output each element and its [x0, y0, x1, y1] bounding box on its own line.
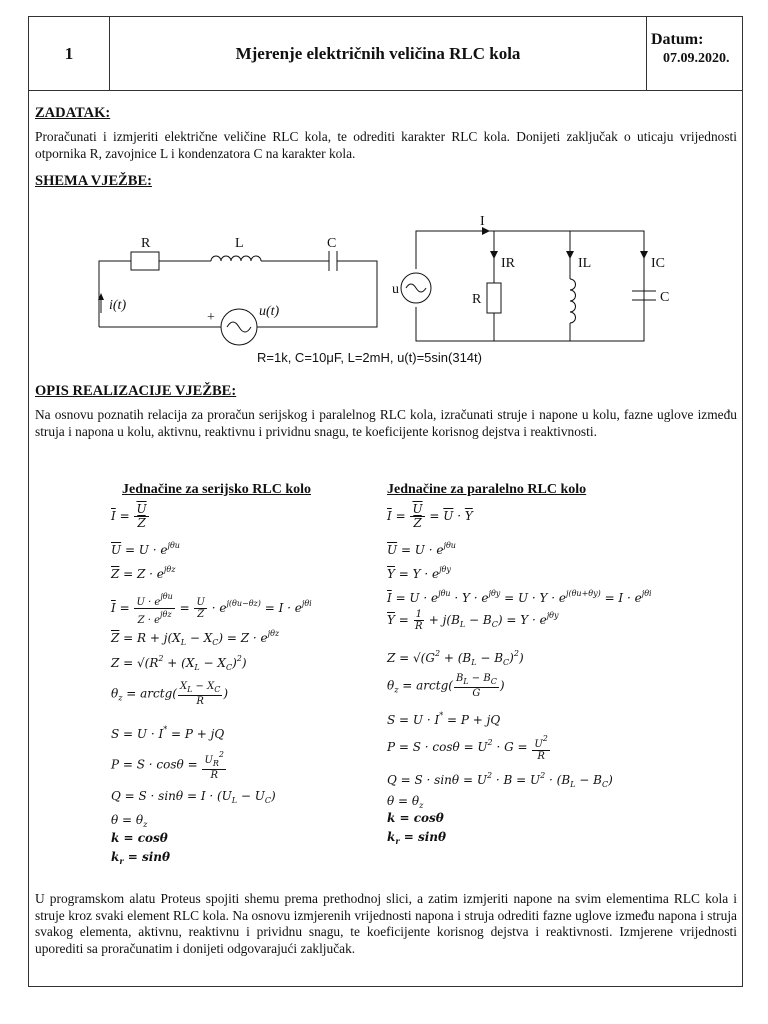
series-eq-5: $\overline{Z} = R + j(X_L - X_C) = Z \cdot e^{j\theta z}$ — [111, 629, 280, 647]
date-cell — [647, 17, 742, 90]
series-eq-6: $Z = √(R^2 + (X_L - X_C)^2)$ — [111, 654, 247, 672]
series-label-l: L — [235, 236, 244, 251]
series-eq-1: $\overline{I}$ = $\frac{\overline{U}}{Z}$ — [111, 502, 147, 530]
document-title: Mjerenje električnih veličina RLC kola — [110, 17, 647, 90]
parallel-eq-11: $\theta = \theta_z$ — [387, 794, 424, 810]
zadatak-text: Proračunati i izmjeriti električne veličine RLC kola, te odrediti karakter RLC kola. Donijeti zaključak o uticaju vrijednosti otpornika R, zavojnice L i kondenzatora C na karakter kola. — [35, 129, 737, 161]
parallel-eq-13: $k_r = \sin\theta$ — [387, 830, 446, 846]
document-frame — [28, 16, 743, 987]
exercise-number: 1 — [29, 17, 110, 90]
parallel-eq-3: $\overline{Y} = Y \cdot e^{j\theta y}$ — [387, 565, 451, 581]
inductor-l-symbol — [211, 256, 261, 261]
parallel-label-ic: IC — [651, 256, 665, 271]
header-table — [29, 17, 742, 91]
parallel-label-source: u — [392, 282, 399, 297]
series-label-plus: + — [207, 310, 215, 325]
series-eq-11: $\theta = \theta_z$ — [111, 813, 148, 829]
series-circuit-diagram — [89, 217, 389, 357]
date-value: 07.09.2020. — [663, 51, 730, 66]
zadatak-heading: ZADATAK: — [35, 105, 111, 121]
parallel-equations-heading: Jednačine za paralelno RLC kolo — [387, 482, 587, 497]
parallel-label-c: C — [660, 290, 670, 305]
series-eq-4: $\overline{I}$ = $\frac{U \cdot e^{j\theta u}}{Z \cdot e^{j\theta z}}$ = $\frac{U}{Z}$ · $e^{j(\theta u-\theta z)} = I \cdot e^{j\theta i}$ — [111, 592, 312, 626]
parallel-eq-10: $Q = S \cdot \sin\theta = U^2 \cdot B = U^2 \cdot (B_L - B_C)$ — [387, 771, 613, 789]
series-eq-13: $k_r = \sin\theta$ — [111, 850, 170, 866]
parallel-eq-12: k = cosθ — [387, 811, 444, 825]
parallel-eq-7: $\theta_z$ = arctg( $\frac{B_L - B_C}{G}$ ) — [387, 673, 505, 699]
parallel-eq-9: $P = S \cdot \cos\theta = U^2 \cdot G$ = $\frac{U^2}{R}$ — [387, 734, 548, 762]
parallel-eq-4: $\overline{I} = U \cdot e^{j\theta u} \cdot Y \cdot e^{j\theta y} = U \cdot Y \cdot e^{j(\theta u+\theta y)} = I \cdot e^{j\theta i}$ — [387, 589, 652, 605]
current-ir-arrow-icon — [490, 251, 498, 259]
opis-text: Na osnovu poznatih relacija za proračun serijskog i paralelnog RLC kola, izračunati struje i napone u kolu, fazne uglove između struja i napona u kolu, aktivnu, reaktivnu i prividnu snagu, te koeficijente korisnog dejstva i reaktivnosti. — [35, 407, 737, 439]
resistor-r-symbol — [131, 252, 159, 270]
parallel-eq-2: $\overline{U} = U \cdot e^{j\theta u}$ — [387, 541, 456, 557]
inductor-l-parallel-symbol — [570, 279, 576, 323]
parallel-label-il: IL — [578, 256, 592, 271]
shema-heading: SHEMA VJEŽBE: — [35, 173, 152, 189]
capacitor-c-symbol — [329, 251, 337, 271]
parallel-label-i: I — [480, 214, 485, 229]
circuit-parameters-caption: R=1k, C=10μF, L=2mH, u(t)=5sin(314t) — [257, 350, 482, 365]
series-eq-7: $\theta_z$ = arctg( $\frac{X_L - X_C}{R}$ ) — [111, 681, 229, 707]
series-eq-12: k = cosθ — [111, 831, 168, 845]
series-eq-8: S = U · I* = P + jQ — [111, 725, 225, 741]
series-eq-10: $Q = S \cdot \sin\theta = I \cdot (U_L - U_C)$ — [111, 789, 276, 805]
parallel-eq-8: S = U · I* = P + jQ — [387, 711, 501, 727]
resistor-r-parallel-symbol — [487, 283, 501, 313]
series-equations-heading: Jednačine za serijsko RLC kolo — [122, 482, 311, 497]
series-label-r: R — [141, 236, 151, 251]
parallel-eq-6: $Z = √(G^2 + (B_L - B_C)^2)$ — [387, 649, 524, 667]
series-eq-2: $\overline{U} = U \cdot e^{j\theta u}$ — [111, 541, 180, 557]
series-label-source: u(t) — [259, 304, 280, 319]
parallel-label-r: R — [472, 292, 482, 307]
series-label-c: C — [327, 236, 337, 251]
opis-heading: OPIS REALIZACIJE VJEŽBE: — [35, 383, 237, 399]
parallel-circuit-diagram — [394, 211, 684, 351]
parallel-eq-1: $\overline{I}$ = $\frac{\overline{U}}{Z}$ = $\overline{U} \cdot \overline{Y}$ — [387, 502, 473, 530]
parallel-label-ir: IR — [501, 256, 515, 271]
series-eq-3: $\overline{Z} = Z \cdot e^{j\theta z}$ — [111, 565, 176, 581]
series-eq-9: P = S · cosθ = $\frac{U_R^2}{R}$ — [111, 750, 224, 781]
date-label: Datum: — [651, 31, 704, 48]
current-il-arrow-icon — [566, 251, 574, 259]
closing-text: U programskom alatu Proteus spojiti shemu prema prethodnoj slici, a zatim izmjeriti napone na svim elementima RLC kola i struje kroz svaki element RLC kola. Na osnovu izmjerenih vrijednosti napona i struja odrediti fazne uglove između napona i struja svakog elementa, aktivnu, reaktivnu i prividnu snagu, te koeficijente korisnog dejstva i reaktivnosti. Izmjerene vrijednosti uporediti sa proračunatim i donijeti odgovarajući zaključak. — [35, 891, 737, 956]
series-label-current: i(t) — [109, 298, 127, 313]
current-ic-arrow-icon — [640, 251, 648, 259]
parallel-eq-5: $\overline{Y}$ = $\frac{1}{R}$ + $j(B_L - B_C) = Y \cdot e^{j\theta y}$ — [387, 609, 559, 632]
